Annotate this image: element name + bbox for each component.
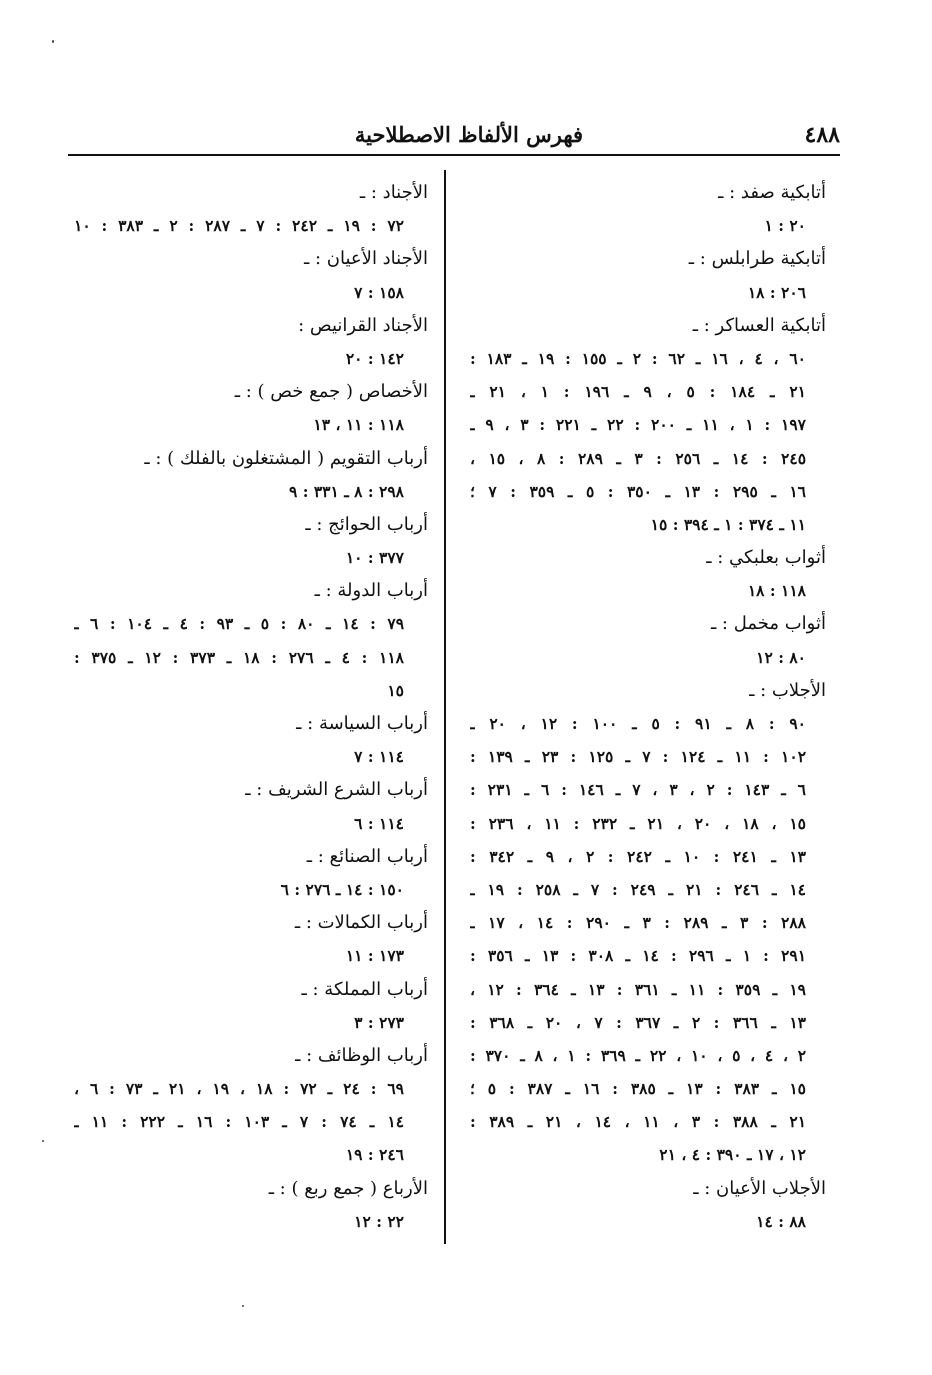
left-page-references: ٢٧٣ : ٣ [354, 1012, 404, 1032]
page-number: ٤٨٨ [804, 122, 840, 148]
right-page-references: ١٤ ـ ٢٤٦ : ٢١ ـ ٢٤٩ : ٧ ـ ٢٥٨ : ١٩ ـ [470, 879, 807, 899]
right-page-references: ١٥ ـ ٣٨٣ : ١٣ ـ ٣٨٥ : ١٦ ـ ٣٨٧ : ٥ ؛ [470, 1079, 806, 1099]
left-index-term: أرباب المملكة : ـ [301, 978, 428, 1000]
left-index-term: أرباب الصنائع : ـ [306, 845, 428, 867]
left-index-term: الأجناد الأعيان : ـ [304, 248, 428, 270]
left-page-references: ٧٩ : ١٤ ـ ٨٠ : ٥ ـ ٩٣ : ٤ ـ ١٠٤ : ٦ ـ [74, 614, 405, 634]
scan-speck [42, 1140, 44, 1142]
page-header [68, 118, 840, 154]
left-page-references: ١٥٨ : ٧ [354, 282, 404, 302]
right-index-term: الأجلاب الأعيان : ـ [693, 1177, 826, 1199]
right-page-references: ٨٨ : ١٤ [756, 1211, 806, 1231]
left-index-term: الأخصاص ( جمع خص ) : ـ [234, 381, 428, 403]
right-page-references: ٦٠ ، ٤ ، ١٦ ـ ٦٢ : ٢ ـ ١٥٥ : ١٩ ـ ١٨٣ : [470, 348, 807, 368]
right-page-references: ٨٠ : ١٢ [756, 647, 806, 667]
left-page-references: ٣٧٧ : ١٠ [345, 548, 404, 568]
left-page-references: ١١٨ : ٤ ـ ٢٧٦ : ١٨ ـ ٣٧٣ : ١٢ ـ ٣٧٥ : [74, 647, 404, 667]
right-page-references: ١٦ ـ ٢٩٥ : ١٣ ـ ٣٥٠ : ٥ ـ ٣٥٩ : ٧ ؛ [470, 481, 806, 501]
right-page-references: ٢٤٥ : ١٤ ـ ٢٥٦ : ٣ ـ ٢٨٩ : ٨ ، ١٥ ، [470, 448, 807, 468]
left-page-references: ١١٤ : ٦ [354, 813, 404, 833]
right-page-references: ٩٠ : ٨ ـ ٩١ : ٥ ـ ١٠٠ : ١٢ ، ٢٠ ـ [470, 714, 807, 733]
right-page-references: ١١ ـ ٣٧٤ : ١ ـ ٣٩٤ : ١٥ [650, 514, 806, 534]
right-page-references: ١١٨ : ١٨ [747, 581, 806, 601]
left-index-term: أرباب التقويم ( المشتغلون بالفلك ) : ـ [144, 447, 428, 469]
right-index-term: أتابكية طرابلس : ـ [688, 248, 826, 270]
left-page-references: ١٧٣ : ١١ [345, 946, 404, 966]
right-page-references: ٢ ، ٤ ، ٥ ، ١٠ ، ٢٢ ـ ٣٦٩ : ١ ، ٨ ـ ٣٧٠ : [470, 1045, 807, 1065]
left-index-term: أرباب الكمالات : ـ [294, 912, 428, 934]
scan-speck [242, 1305, 244, 1307]
scan-speck [52, 40, 54, 43]
left-page-references: ١١٨ : ١١ ، ١٣ [313, 415, 404, 435]
right-index-term: أتابكية صفد : ـ [718, 182, 826, 203]
right-index-term: أثواب بعلبكي : ـ [706, 547, 826, 569]
left-index-term: أرباب الحوائج : ـ [305, 513, 428, 535]
left-column [74, 176, 434, 1238]
left-index-term: الأجناد القرانيص : [298, 314, 428, 336]
left-index-term: أرباب الدولة : ـ [314, 580, 428, 602]
right-page-references: ١٠٢ : ١١ ـ ١٢٤ : ٧ ـ ١٢٥ : ٢٣ ـ ١٣٩ : [470, 747, 807, 767]
left-page-references: ١٤ ـ ٧٤ : ٧ ـ ١٠٣ : ١٦ ـ ٢٢٢ : ١١ ـ [74, 1112, 405, 1132]
left-page-references: ٢٢ : ١٢ [354, 1211, 404, 1231]
right-page-references: ٢١ ـ ٣٨٨ : ٣ ، ١١ ، ١٤ ، ٢١ ـ ٣٨٩ : [470, 1112, 807, 1132]
right-page-references: ١٩ ـ ٣٥٩ : ١١ ـ ٣٦١ : ١٣ ـ ٣٦٤ : ١٢ ، [470, 979, 807, 999]
right-page-references: ١٢ ، ١٧ ـ ٣٩٠ : ٤ ، ٢١ [659, 1145, 806, 1165]
left-index-term: أرباب الوظائف : ـ [295, 1044, 428, 1066]
right-page-references: ٢١ ـ ١٨٤ : ٥ ، ٩ ـ ١٩٦ : ١ ، ٢١ ـ [470, 382, 806, 402]
left-page-references: ١٥ [387, 680, 404, 700]
right-page-references: ١٥ ، ١٨ ، ٢٠ ، ٢١ ـ ٢٣٢ : ١١ ، ٢٣٦ : [470, 813, 807, 833]
right-index-term: أتابكية العساكر : ـ [692, 314, 826, 336]
left-index-term: الأرباع ( جمع ربع ) : ـ [268, 1177, 428, 1199]
left-page-references: ٦٩ : ٢٤ ـ ٧٢ : ١٨ ، ١٩ ، ٢١ ـ ٧٣ : ٦ ، [74, 1079, 405, 1099]
left-index-term: الأجناد : ـ [359, 182, 428, 203]
right-index-term: أثواب مخمل : ـ [710, 613, 826, 635]
right-page-references: ٢٠ : ١ [764, 216, 806, 236]
column-divider [444, 170, 446, 1244]
page-title: فهرس الألفاظ الاصطلاحية [354, 122, 584, 147]
right-page-references: ٢٩١ : ١ ـ ٢٩٦ : ١٤ ـ ٣٠٨ : ١٣ ـ ٣٥٦ : [470, 946, 807, 966]
left-page-references: ٧٢ : ١٩ ـ ٢٤٢ : ٧ ـ ٢٨٧ : ٢ ـ ٣٨٣ : ١٠ [74, 216, 405, 236]
right-page-references: ٢٨٨ : ٣ ـ ٢٨٩ : ٣ ـ ٢٩٠ : ١٤ ، ١٧ ـ [470, 913, 807, 933]
left-page-references: ١١٤ : ٧ [354, 747, 404, 767]
right-page-references: ١٩٧ : ١ ، ١١ ـ ٢٠٠ : ٢٢ ـ ٢٢١ : ٣ ، ٩ ـ [470, 415, 806, 435]
header-rule [68, 154, 840, 156]
right-column [470, 176, 832, 1238]
left-page-references: ١٥٠ : ١٤ ـ ٢٧٦ : ٦ [280, 879, 404, 899]
right-page-references: ٢٠٦ : ١٨ [747, 282, 806, 302]
left-page-references: ١٤٢ : ٢٠ [345, 348, 404, 368]
right-page-references: ١٣ ـ ٢٤١ : ١٠ ـ ٢٤٢ : ٢ ، ٩ ـ ٣٤٢ : [470, 846, 807, 866]
right-page-references: ٦ ـ ١٤٣ : ٢ ، ٣ ، ٧ ـ ١٤٦ : ٦ ـ ٢٣١ : [470, 780, 806, 800]
left-page-references: ٢٩٨ : ٨ ـ ٣٣١ : ٩ [289, 481, 404, 501]
right-page-references: ١٣ ـ ٣٦٦ : ٢ ـ ٣٦٧ : ٧ ، ٢٠ ـ ٣٦٨ : [470, 1012, 807, 1032]
right-index-term: الأجلاب : ـ [749, 679, 826, 701]
left-index-term: أرباب السياسة : ـ [296, 713, 428, 734]
left-page-references: ٢٤٦ : ١٩ [345, 1145, 404, 1165]
left-index-term: أرباب الشرع الشريف : ـ [245, 779, 428, 801]
